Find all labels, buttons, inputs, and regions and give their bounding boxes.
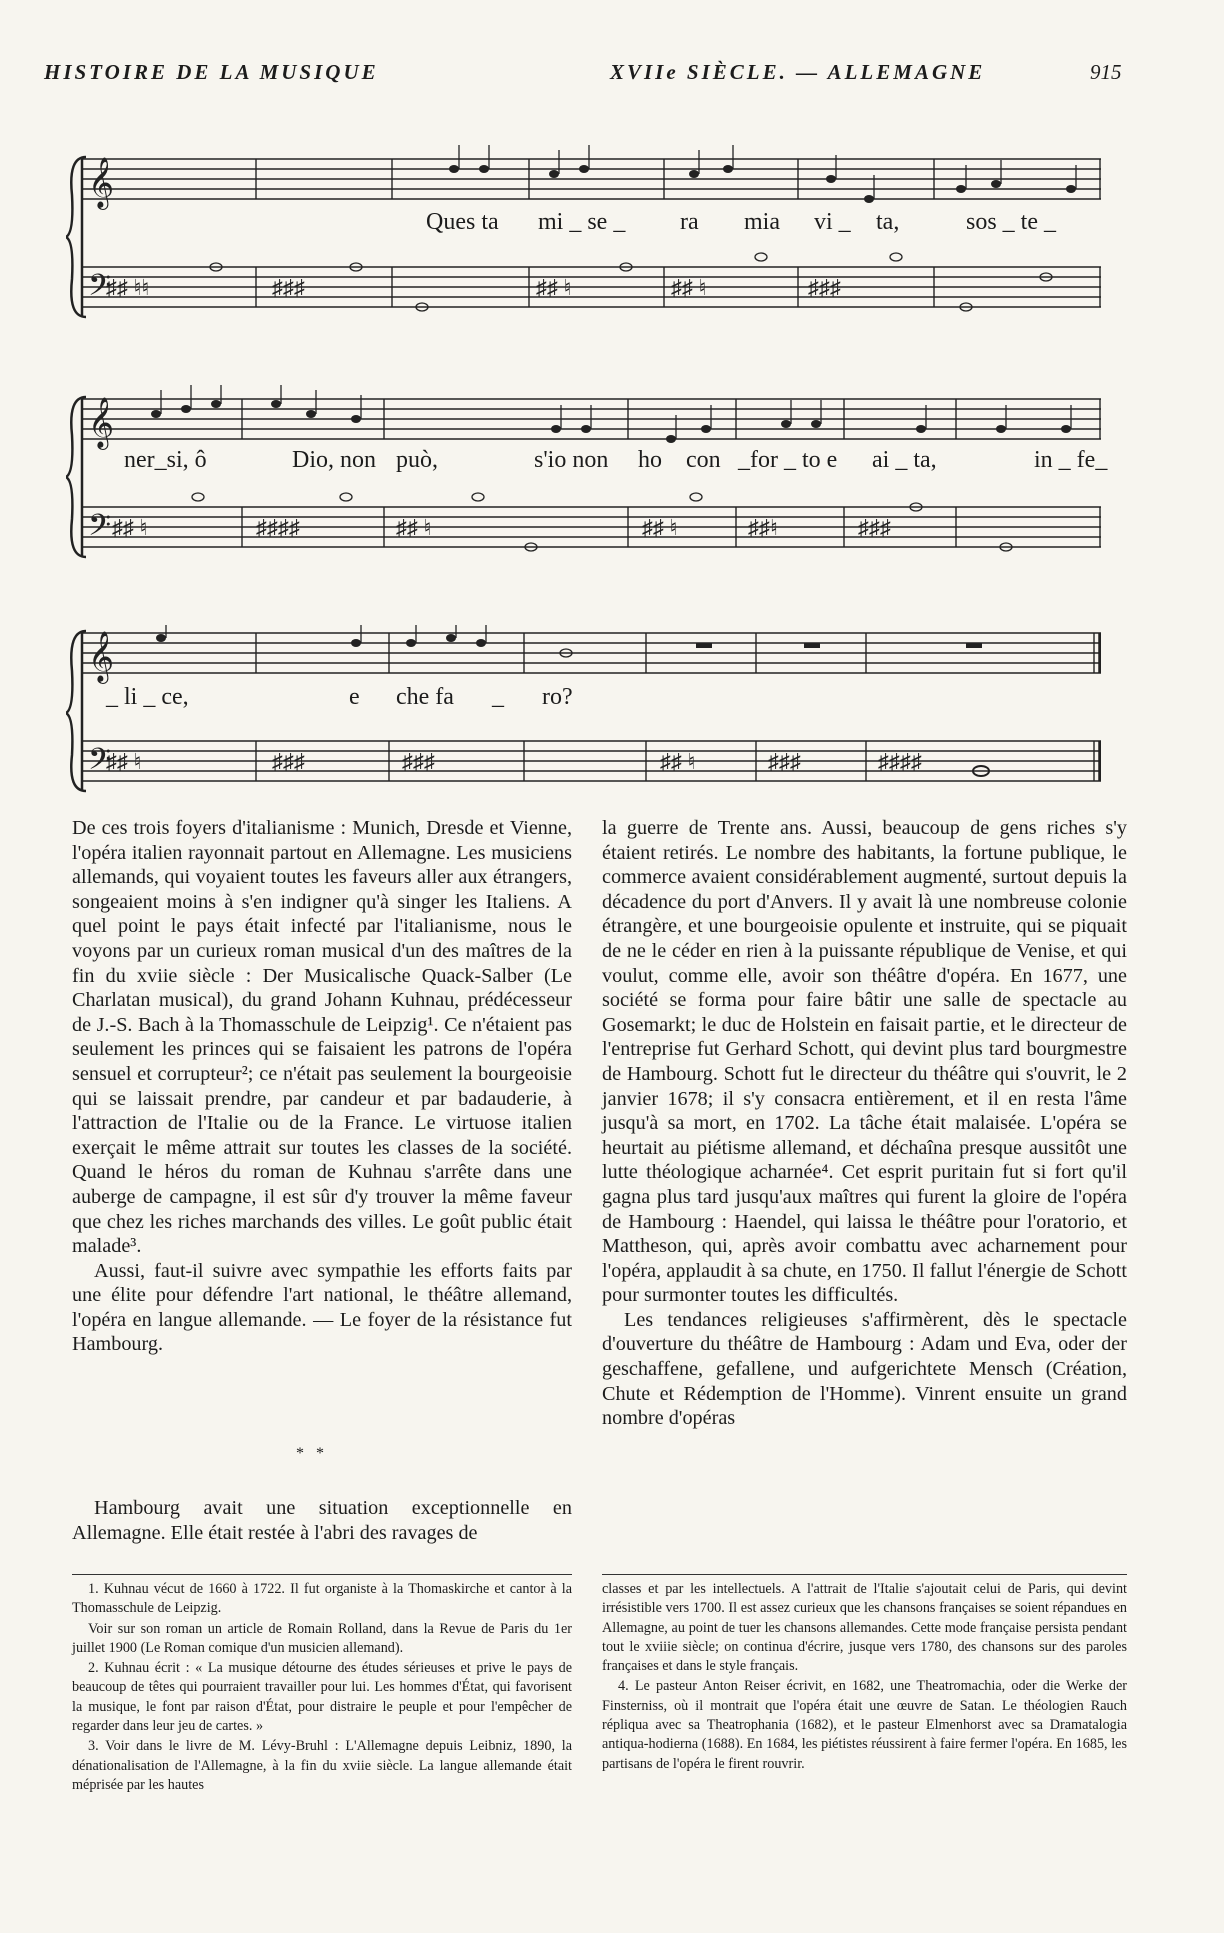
body-left-column-lower [72, 1496, 572, 1545]
svg-text:♯♯ ♮: ♯♯ ♮ [396, 515, 432, 540]
svg-text:♯♯ ♮: ♯♯ ♮ [660, 749, 696, 774]
footnote-rule-right [602, 1574, 1127, 1575]
svg-text:♯♯ ♮: ♯♯ ♮ [671, 275, 707, 300]
footnotes-left [72, 1580, 572, 1796]
svg-text:♯♯♮: ♯♯♮ [748, 515, 778, 540]
paragraph: Les tendances religieuses s'affirmèrent, dès le spectacle d'ouverture du théâtre de Hambourg : Adam und Eva, oder der geschaffene, gefallene, und aufgerichtete Mensch (Création, Chute et Rédemption de l'Homme). Vinrent ensuite un grand nombre d'opéras [602, 1308, 1127, 1430]
footnote: Voir sur son roman un article de Romain Rolland, dans la Revue de Paris du 1er juillet 1900 (Le Roman comique d'un musicien allemand). [72, 1620, 572, 1656]
footnote: 1. Kuhnau vécut de 1660 à 1722. Il fut organiste à la Thomaskirche et cantor à la Thomasschule de Leipzig. [72, 1581, 572, 1617]
lyric-3-5: ro? [542, 684, 573, 710]
lyric-3-1: _ li _ ce, [106, 684, 189, 710]
svg-text:♯♯♯: ♯♯♯ [858, 515, 891, 540]
lyric-2-4: s'io non [534, 447, 609, 473]
svg-text:♯♯ ♮: ♯♯ ♮ [536, 275, 572, 300]
lyric-1-5: vi _ [814, 209, 851, 235]
lyric-2-5: ho [638, 447, 662, 473]
music-system-1 [66, 145, 1101, 330]
lyric-2-3: può, [396, 447, 438, 473]
footnote: classes et par les intellectuels. A l'attrait de l'Italie s'ajoutait celui de Paris, qui devint irrésistible vers 1700. Il est assez curieux que les chansons françaises se soient répandues en Allemagne, au point de tuer les chansons allemandes. Cette mode française persista pendant tout le xviiie siècle; on continua d'écrire, jusque vers 1780, des chansons sur des paroles françaises et dans le style français. [602, 1581, 1127, 1675]
section-break-stars: * * [296, 1445, 328, 1462]
svg-text:♯♯ ♮: ♯♯ ♮ [642, 515, 678, 540]
svg-text:♯♯♯: ♯♯♯ [808, 275, 841, 300]
lyric-2-2: Dio, non [292, 447, 376, 473]
paragraph: Aussi, faut-il suivre avec sympathie les efforts faits par une élite pour défendre l'art national, le théâtre allemand, l'opéra en langue allemande. — Le foyer de la résistance fut Hambourg. [72, 1259, 572, 1356]
svg-text:𝄞: 𝄞 [88, 398, 115, 447]
lyric-1-4: mia [744, 209, 780, 235]
svg-text:𝄢: 𝄢 [88, 509, 112, 549]
running-head-title: HISTOIRE DE LA MUSIQUE [44, 60, 379, 84]
svg-text:♯♯♯♯: ♯♯♯♯ [256, 515, 300, 540]
footnote-rule-left [72, 1574, 572, 1575]
svg-text:𝄞: 𝄞 [88, 632, 115, 681]
svg-text:♯♯♯: ♯♯♯ [768, 749, 801, 774]
footnote: 3. Voir dans le livre de M. Lévy-Bruhl : L'Allemagne depuis Leibniz, 1890, la dénationalisation de l'Allemagne, à la fin du xviie siècle. La langue allemande était méprisée par les hautes [72, 1738, 572, 1793]
lyric-2-7: _for _ to e [738, 447, 838, 473]
svg-text:♯♯♯: ♯♯♯ [402, 749, 435, 774]
body-right-column [602, 816, 1127, 1431]
body-left-column [72, 816, 572, 1357]
footnotes-right [602, 1580, 1127, 1775]
lyric-2-9: in _ fe_ [1034, 447, 1108, 473]
running-head-section: XVIIe SIÈCLE. — ALLEMAGNE [610, 60, 986, 84]
svg-text:♯♯ ♮: ♯♯ ♮ [106, 749, 142, 774]
lyric-1-1: Ques ta [426, 209, 499, 235]
svg-text:♯♯ ♮: ♯♯ ♮ [112, 515, 148, 540]
music-system-2 [66, 385, 1108, 575]
score-staves-2 [66, 385, 1101, 575]
score-staves-3 [66, 625, 1101, 795]
lyric-1-6: ta, [876, 209, 900, 235]
music-system-3 [66, 625, 1101, 795]
lyric-1-7: sos _ te _ [966, 209, 1056, 235]
paragraph: la guerre de Trente ans. Aussi, beaucoup de gens riches s'y étaient retirés. Le nombre des habitants, la fortune publique, le commerce avaient considérablement augmenté, surtout depuis la décadence du port d'Anvers. Il y avait là une nombreuse colonie étrangère, et une bourgeoisie opulente et instruite, qui se piquait de ne le céder en rien à la puissante république de Venise, et qui voulut, comme elle, avoir son théâtre d'opéra. En 1677, une société se forma pour faire bâtir une salle de spectacle au Gosemarkt; le duc de Holstein en faisait partie, et le directeur de l'entreprise fut Gerhard Schott, qui devint plus tard bourgmestre de Hambourg. Schott fut le directeur du théâtre qui s'ouvrit, le 2 janvier 1678; il s'y consacra entièrement, et il en resta l'âme jusqu'à sa mort, en 1702. La tâche était malaisée. L'opéra se heurtait au piétisme allemand, et déchaîna presque aussitôt une lutte théologique acharnée⁴. Cet esprit puritain fut si fort qu'il gagna plus tard jusqu'aux maîtres qui furent la gloire de l'opéra de Hambourg : Haendel, qui laissa le théâtre pour l'oratorio, et Mattheson, qui, après avoir combattu avec acharnement pour l'opéra, applaudit à sa chute, en 1750. Il fallut l'énergie de Schott pour surmonter toutes les difficultés. [602, 817, 1127, 1307]
paragraph: Hambourg avait une situation exceptionnelle en Allemagne. Elle était restée à l'abri des ravages de [72, 1497, 572, 1544]
footnote: 4. Le pasteur Anton Reiser écrivit, en 1682, une Theatromachia, oder die Werke der Finsterniss, où il montrait que l'opéra était une œuvre de Satan. Le théologien Rauch répliqua avec sa Theatrophania (1682), et le pasteur Elmenhorst avec sa Dramatalogia antiqua-hodierna (1688). En 1684, les piétistes réussirent à faire fermer l'opéra. En 1685, les partisans de l'opéra le firent rouvrir. [602, 1678, 1127, 1772]
lyric-3-4: _ [492, 684, 504, 710]
svg-text:♯♯♯: ♯♯♯ [272, 275, 305, 300]
footnote: 2. Kuhnau écrit : « La musique détourne des études sérieuses et prive le pays de beaucoup de têtes qui pourraient travailler pour lui. Les hommes d'État, qui favorisent la musique, le font par raison d'État, pour distraire le peuple et pour l'empêcher de regarder dans leur jeu de cartes. » [72, 1660, 572, 1735]
paragraph: De ces trois foyers d'italianisme : Munich, Dresde et Vienne, l'opéra italien rayonnait partout en Allemagne. Les musiciens allemands, qui voyaient toutes les faveurs aller aux étrangers, songeaient moins à s'en indigner qu'à singer les Italiens. A quel point le pays était infecté par l'italianisme, nous le voyons par un curieux roman musical d'un des maîtres de la fin du xviie siècle : Der Musicalische Quack-Salber (Le Charlatan musical), du grand Johann Kuhnau, prédécesseur de J.-S. Bach à la Thomasschule de Leipzig¹. Ce n'étaient pas seulement les princes qui se faisaient les patrons de l'opéra sensuel et corrupteur²; ce n'était pas seulement la bourgeoisie qui se laissait prendre, par candeur et par badauderie, à l'attraction de l'Italie ou de la France. Le virtuose italien exerçait le même attrait sur toutes les classes de la société. Quand le héros du roman de Kuhnau s'arrête dans une auberge de campagne, il est sûr d'y trouver la même faveur que chez les riches marchands des villes. Le goût public était malade³. [72, 817, 572, 1258]
page-number: 915 [1090, 60, 1122, 84]
svg-text:𝄞: 𝄞 [88, 158, 115, 207]
svg-text:𝄢: 𝄢 [88, 743, 112, 783]
lyric-2-8: ai _ ta, [872, 447, 937, 473]
lyric-2-1: ner_si, ô [124, 447, 207, 473]
svg-text:♯♯♯♯: ♯♯♯♯ [878, 749, 922, 774]
svg-text:𝄢: 𝄢 [88, 269, 112, 309]
lyric-3-3: che fa [396, 684, 454, 710]
svg-text:♯♯ ♮♮: ♯♯ ♮♮ [106, 275, 150, 300]
svg-text:♯♯♯: ♯♯♯ [272, 749, 305, 774]
lyric-2-6: con [686, 447, 721, 473]
lyric-1-2: mi _ se _ [538, 209, 626, 235]
lyric-1-3: ra [680, 209, 699, 235]
score-staves-1 [66, 145, 1101, 330]
lyric-3-2: e [349, 684, 360, 710]
